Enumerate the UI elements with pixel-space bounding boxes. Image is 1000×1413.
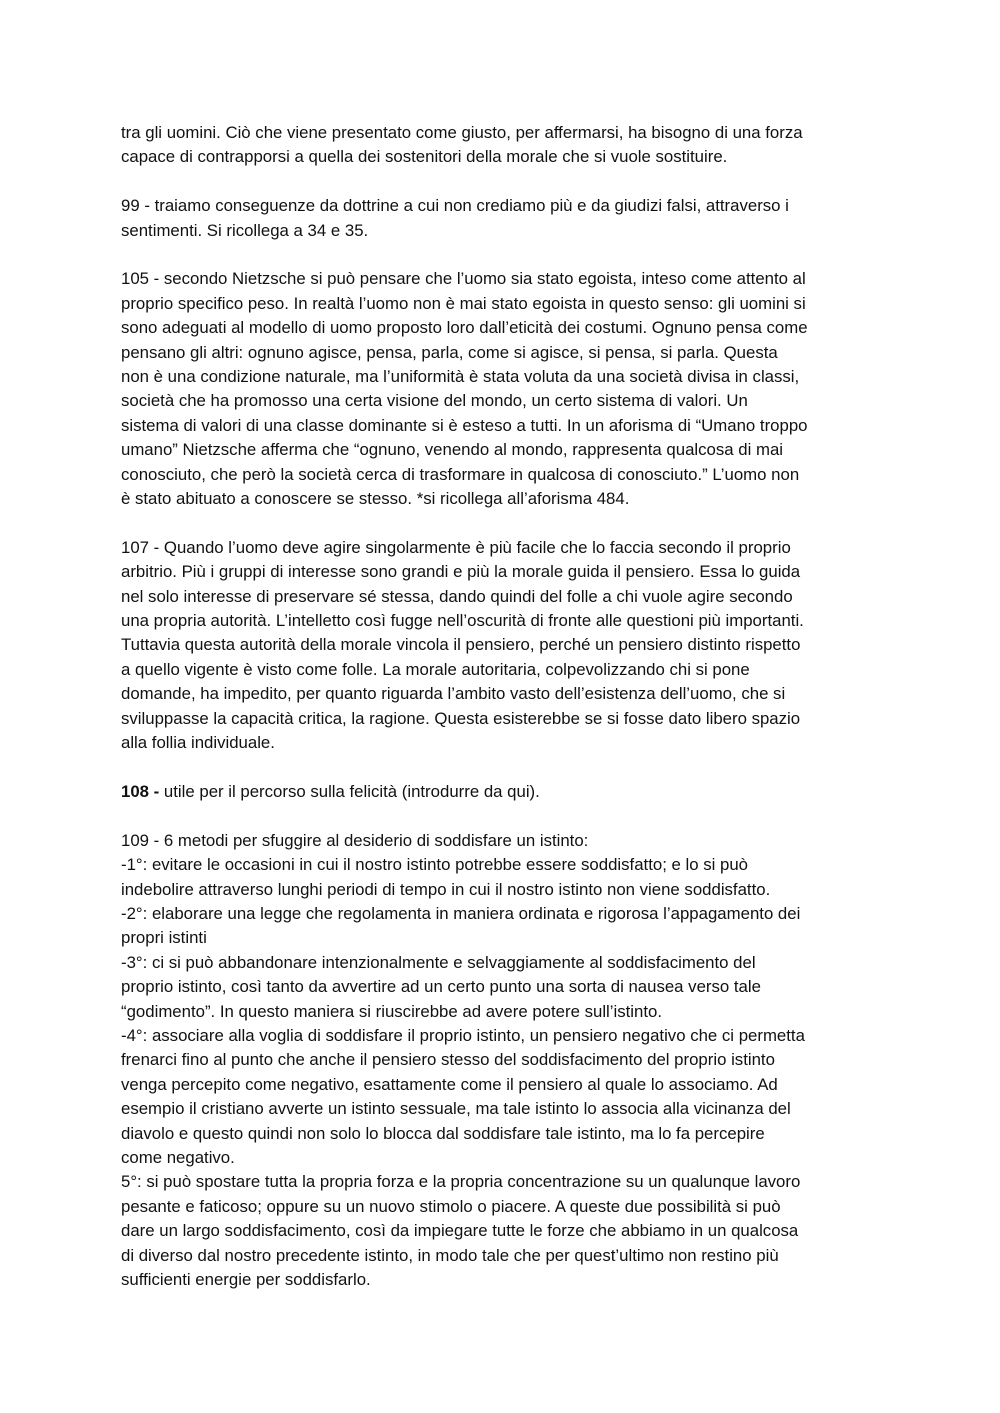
text-line: venga percepito come negativo, esattamente come il pensiero al quale lo associamo. Ad: [121, 1074, 778, 1094]
aphorism-108-text: utile per il percorso sulla felicità (introdurre da qui).: [159, 781, 540, 801]
text-line: tra gli uomini. Ciò che viene presentato come giusto, per affermarsi, ha bisogno di una forza: [121, 123, 803, 142]
text-line: -2°: elaborare una legge che regolamenta in maniera ordinata e rigorosa l’appagamento dei: [121, 903, 801, 923]
text-line: 99 - traiamo conseguenze da dottrine a cui non crediamo più e da giudizi falsi, attraverso i: [121, 196, 789, 216]
text-line: domande, ha impedito, per quanto riguarda l’ambito vasto dell’esistenza dell’uomo, che si: [121, 684, 786, 704]
text-line: sentimenti. Si ricollega a 34 e 35.: [121, 220, 369, 240]
text-line: Tuttavia questa autorità della morale vincola il pensiero, perché un pensiero distinto rispetto: [121, 635, 801, 655]
text-line: pensano gli altri: ognuno agisce, pensa, parla, come si agisce, si pensa, si parla. Questa: [121, 342, 778, 362]
paragraph-aphorism-99: [121, 194, 881, 243]
text-line: indebolire attraverso lunghi periodi di tempo in cui il nostro istinto non viene soddisfatto.: [121, 879, 771, 899]
paragraph-aphorism-107: [121, 536, 881, 756]
text-line: 105 - secondo Nietzsche si può pensare che l’uomo sia stato egoista, inteso come attento al: [121, 269, 806, 289]
text-line: diavolo e questo quindi non solo lo blocca dal soddisfare tale istinto, ma lo fa percepire: [121, 1123, 765, 1143]
text-line: -4°: associare alla voglia di soddisfare il proprio istinto, un pensiero negativo che ci permetta: [121, 1025, 805, 1045]
text-line: -3°: ci si può abbandonare intenzionalmente e selvaggiamente al soddisfacimento del: [121, 952, 756, 972]
text-line: 107 - Quando l’uomo deve agire singolarmente è più facile che lo faccia secondo il proprio: [121, 537, 791, 557]
text-line: sufficienti energie per soddisfarlo.: [121, 1270, 371, 1290]
text-line: di diverso dal nostro precedente istinto, in modo tale che per quest’ultimo non restino più: [121, 1245, 779, 1265]
text-line: è stato abituato a conoscere se stesso. *si ricollega all’aforisma 484.: [121, 489, 630, 509]
text-line: capace di contrapporsi a quella dei sostenitori della morale che si vuole sostituire.: [121, 147, 728, 167]
text-line: proprio specifico peso. In realtà l’uomo non è mai stato egoista in questo senso: gli uomini si: [121, 293, 806, 313]
text-line: sviluppasse la capacità critica, la ragione. Questa esisterebbe se si fosse dato libero spazio: [121, 708, 801, 728]
text-line: [121, 780, 881, 804]
text-line: 5°: si può spostare tutta la propria forza e la propria concentrazione su un qualunque lavoro: [121, 1172, 801, 1192]
text-line: sono adeguati al modello di uomo proposto loro dall’eticità dei costumi. Ognuno pensa come: [121, 318, 808, 338]
text-line: proprio istinto, così tanto da avvertire ad un certo punto una sorta di nausea verso tale: [121, 977, 761, 997]
text-line: società che ha promosso una certa visione del mondo, un certo sistema di valori. Un: [121, 391, 748, 411]
text-line: a quello vigente è visto come folle. La morale autoritaria, colpevolizzando chi si pone: [121, 659, 750, 679]
paragraph-aphorism-105: [121, 267, 881, 511]
paragraph-aphorism-108: [121, 780, 881, 804]
text-line: propri istinti: [121, 928, 207, 948]
text-line: dare un largo soddisfacimento, così da impiegare tutte le forze che abbiamo in un qualcosa: [121, 1221, 799, 1241]
text-line: -1°: evitare le occasioni in cui il nostro istinto potrebbe essere soddisfatto; e lo si può: [121, 855, 749, 875]
text-line: conosciuto, che però la società cerca di trasformare in qualcosa di conosciuto.” L’uomo non: [121, 464, 800, 484]
text-line: “godimento”. In questo maniera si riuscirebbe ad avere potere sull’istinto.: [121, 1001, 663, 1021]
text-line: 109 - 6 metodi per sfuggire al desiderio di soddisfare un istinto:: [121, 830, 589, 850]
paragraph-aphorism-109: [121, 829, 881, 1293]
text-line: alla follia individuale.: [121, 733, 275, 753]
paragraph-intro: [121, 121, 881, 170]
text-line: esempio il cristiano avverte un istinto sessuale, ma tale istinto lo associa alla vicinanza del: [121, 1099, 791, 1119]
text-line: una propria autorità. L’intelletto così fugge nell’oscurità di fronte alle questioni più importanti.: [121, 611, 804, 631]
aphorism-number-bold: 108 -: [121, 781, 160, 801]
text-line: pesante e faticoso; oppure su un nuovo stimolo o piacere. A queste due possibilità si può: [121, 1196, 781, 1216]
text-line: sistema di valori di una classe dominante si è esteso a tutti. In un aforisma di “Umano troppo: [121, 415, 808, 435]
text-line: come negativo.: [121, 1147, 235, 1167]
text-line: umano” Nietzsche afferma che “ognuno, venendo al mondo, rappresenta qualcosa di mai: [121, 440, 784, 460]
text-line: non è una condizione naturale, ma l’uniformità è stata voluta da una società divisa in classi,: [121, 367, 800, 387]
text-line: frenarci fino al punto che anche il pensiero stesso del soddisfacimento del proprio istinto: [121, 1050, 775, 1070]
document-body: [121, 121, 881, 1292]
text-line: arbitrio. Più i gruppi di interesse sono grandi e più la morale guida il pensiero. Essa lo guida: [121, 562, 801, 582]
text-line: nel solo interesse di preservare sé stessa, dando quindi del folle a chi vuole agire secondo: [121, 586, 793, 606]
